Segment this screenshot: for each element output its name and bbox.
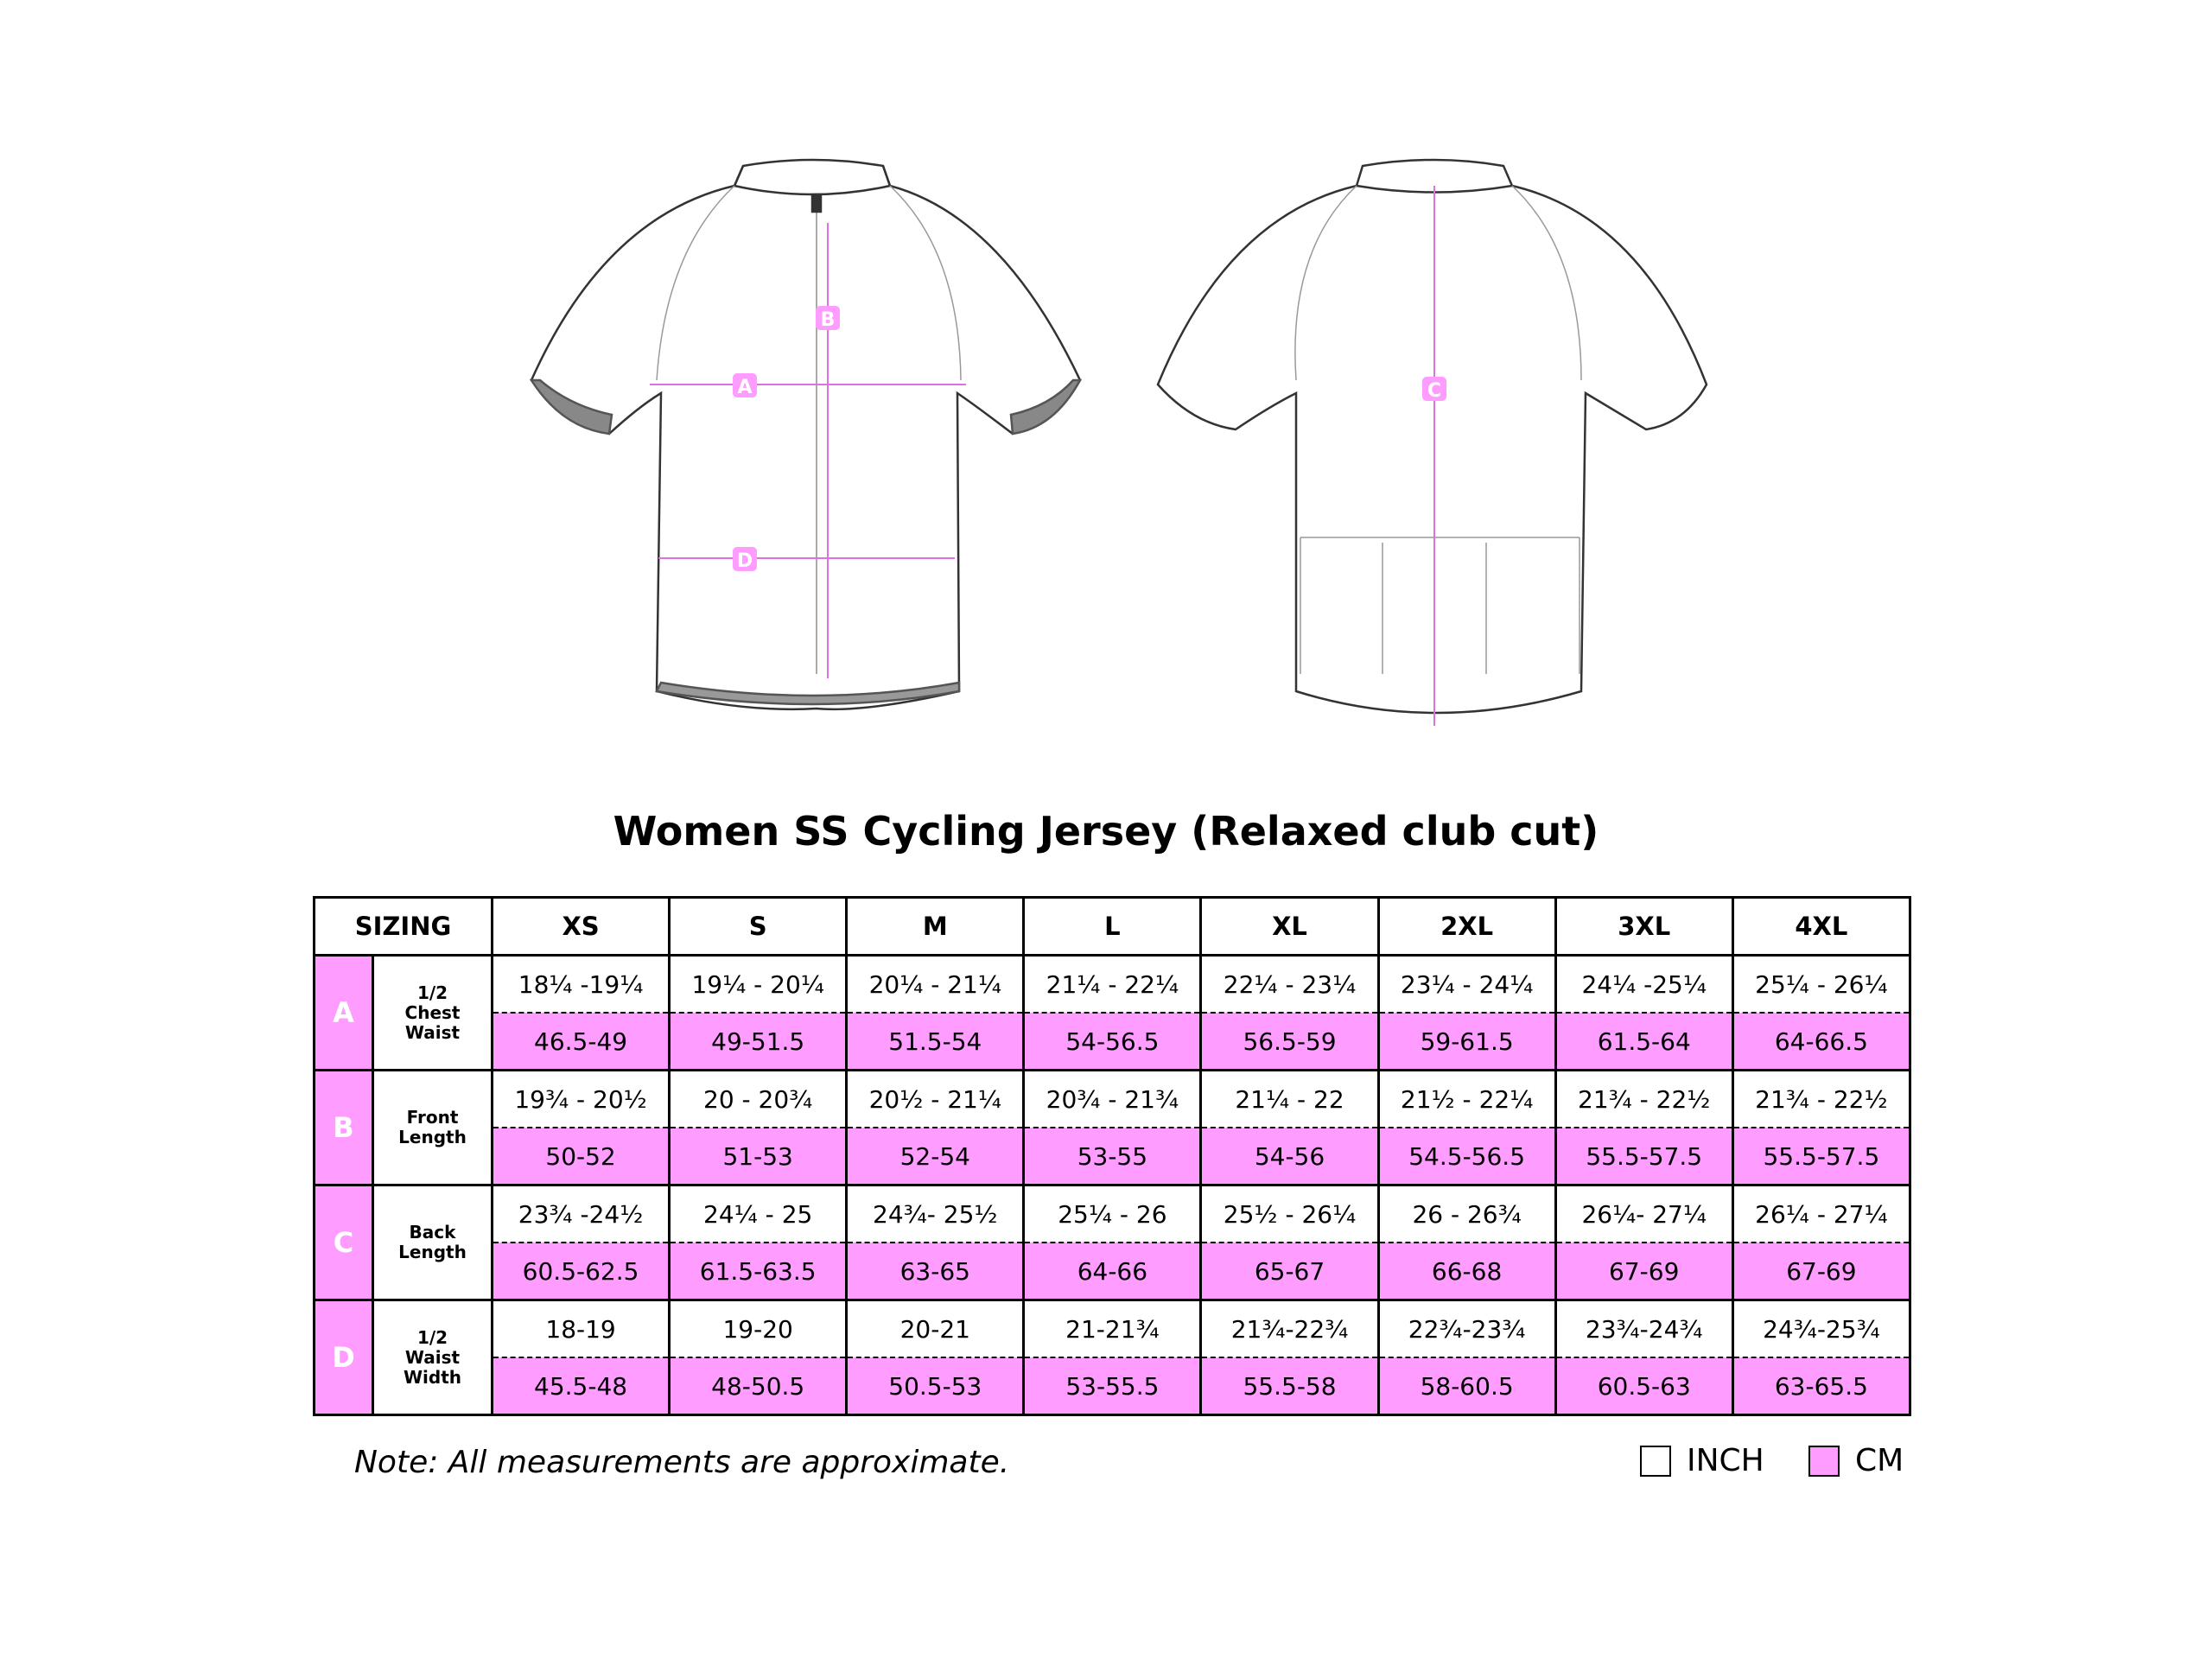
inch-cell: 19¾ - 20½ — [493, 1071, 670, 1128]
cm-cell: 48-50.5 — [670, 1357, 847, 1415]
row-label-line: Length — [398, 1127, 467, 1147]
row-label-line: Waist — [404, 1021, 461, 1043]
size-chart-table — [313, 896, 1911, 1416]
cm-cell: 53-55.5 — [1024, 1357, 1201, 1415]
size-header-m: M — [847, 898, 1024, 956]
legend-cm — [1808, 1443, 1904, 1478]
row-a-inch — [315, 956, 1910, 1014]
inch-cell: 26 - 26¾ — [1378, 1185, 1555, 1243]
chart-title: Women SS Cycling Jersey (Relaxed club cut) — [613, 808, 1599, 855]
cm-cell: 45.5-48 — [493, 1357, 670, 1415]
inch-cell: 21¼ - 22 — [1201, 1071, 1378, 1128]
row-a-cm — [315, 1013, 1910, 1071]
row-b-cm — [315, 1128, 1910, 1185]
inch-cell: 18¼ -19¼ — [493, 956, 670, 1014]
inch-cell: 23¾-24¾ — [1555, 1300, 1732, 1358]
row-label-b — [373, 1071, 493, 1185]
inch-cell: 21¼ - 22¼ — [1024, 956, 1201, 1014]
marker-b — [816, 306, 840, 331]
jersey-illustration — [0, 0, 2212, 778]
marker-c — [1422, 377, 1446, 402]
approximate-note: Note: All measurements are approximate. — [354, 1445, 1010, 1480]
marker-d-text: D — [736, 550, 753, 572]
size-header-l: L — [1024, 898, 1201, 956]
marker-d — [733, 547, 757, 572]
cm-cell: 50.5-53 — [847, 1357, 1024, 1415]
inch-cell: 18-19 — [493, 1300, 670, 1358]
cm-cell: 67-69 — [1732, 1243, 1910, 1300]
size-header-4xl: 4XL — [1732, 898, 1910, 956]
row-d-cm — [315, 1357, 1910, 1415]
marker-b-text: B — [820, 309, 836, 331]
inch-cell: 19¼ - 20¼ — [670, 956, 847, 1014]
inch-cell: 22¾-23¾ — [1378, 1300, 1555, 1358]
header-row — [315, 898, 1910, 956]
cm-cell: 55.5-57.5 — [1732, 1128, 1910, 1185]
cm-cell: 63-65 — [847, 1243, 1024, 1300]
inch-swatch — [1640, 1446, 1671, 1477]
inch-cell: 24¼ - 25 — [670, 1185, 847, 1243]
cm-swatch — [1808, 1446, 1840, 1477]
cm-cell: 67-69 — [1555, 1243, 1732, 1300]
cm-cell: 55.5-57.5 — [1555, 1128, 1732, 1185]
row-b-inch — [315, 1071, 1910, 1128]
inch-cell: 21¾ - 22½ — [1732, 1071, 1910, 1128]
inch-cell: 24¼ -25¼ — [1555, 956, 1732, 1014]
cm-cell: 59-61.5 — [1378, 1013, 1555, 1071]
inch-cell: 24¾-25¾ — [1732, 1300, 1910, 1358]
size-header-xl: XL — [1201, 898, 1378, 956]
size-header-2xl: 2XL — [1378, 898, 1555, 956]
cm-cell: 61.5-64 — [1555, 1013, 1732, 1071]
inch-cell: 19-20 — [670, 1300, 847, 1358]
inch-cell: 20¾ - 21¾ — [1024, 1071, 1201, 1128]
inch-cell: 22¼ - 23¼ — [1201, 956, 1378, 1014]
cm-cell: 52-54 — [847, 1128, 1024, 1185]
cm-cell: 58-60.5 — [1378, 1357, 1555, 1415]
row-label-a — [373, 956, 493, 1071]
row-label-line: Waist — [404, 1346, 461, 1368]
sizing-header: SIZING — [315, 898, 493, 956]
row-label-line: Width — [403, 1366, 462, 1388]
row-c-inch — [315, 1185, 1910, 1243]
inch-cell: 23¾ -24½ — [493, 1185, 670, 1243]
inch-cell: 21¾-22¾ — [1201, 1300, 1378, 1358]
legend-cm-label: CM — [1855, 1443, 1904, 1478]
inch-cell: 26¼- 27¼ — [1555, 1185, 1732, 1243]
cm-cell: 54-56.5 — [1024, 1013, 1201, 1071]
cm-cell: 53-55 — [1024, 1128, 1201, 1185]
inch-cell: 23¼ - 24¼ — [1378, 956, 1555, 1014]
row-c-cm — [315, 1243, 1910, 1300]
row-label-line: Back — [409, 1222, 456, 1243]
inch-cell: 20½ - 21¼ — [847, 1071, 1024, 1128]
cm-cell: 66-68 — [1378, 1243, 1555, 1300]
marker-a — [733, 373, 757, 398]
cm-cell: 64-66.5 — [1732, 1013, 1910, 1071]
row-d-inch — [315, 1300, 1910, 1358]
cm-cell: 65-67 — [1201, 1243, 1378, 1300]
inch-cell: 21½ - 22¼ — [1378, 1071, 1555, 1128]
row-label-line: Length — [398, 1242, 467, 1262]
marker-c-text: C — [1427, 380, 1442, 402]
cm-cell: 63-65.5 — [1732, 1357, 1910, 1415]
cm-cell: 50-52 — [493, 1128, 670, 1185]
inch-cell: 25½ - 26¼ — [1201, 1185, 1378, 1243]
cm-cell: 54.5-56.5 — [1378, 1128, 1555, 1185]
cm-cell: 64-66 — [1024, 1243, 1201, 1300]
row-label-d — [373, 1300, 493, 1415]
legend-inch-label: INCH — [1687, 1443, 1764, 1478]
jersey-front — [531, 160, 1080, 709]
row-letter-b: B — [315, 1071, 373, 1185]
jersey-back — [1158, 160, 1707, 713]
cm-cell: 54-56 — [1201, 1128, 1378, 1185]
inch-cell: 24¾- 25½ — [847, 1185, 1024, 1243]
cm-cell: 46.5-49 — [493, 1013, 670, 1071]
cm-cell: 51.5-54 — [847, 1013, 1024, 1071]
size-header-s: S — [670, 898, 847, 956]
row-label-line: Chest — [404, 1001, 461, 1023]
row-letter-d: D — [315, 1300, 373, 1415]
row-label-line: 1/2 — [416, 982, 448, 1003]
inch-cell: 25¼ - 26 — [1024, 1185, 1201, 1243]
row-letter-a: A — [315, 956, 373, 1071]
inch-cell: 20¼ - 21¼ — [847, 956, 1024, 1014]
row-letter-c: C — [315, 1185, 373, 1300]
cm-cell: 60.5-63 — [1555, 1357, 1732, 1415]
cm-cell: 49-51.5 — [670, 1013, 847, 1071]
row-label-line: 1/2 — [416, 1326, 448, 1348]
cm-cell: 60.5-62.5 — [493, 1243, 670, 1300]
row-label-line: Front — [406, 1107, 459, 1128]
cm-cell: 56.5-59 — [1201, 1013, 1378, 1071]
cm-cell: 61.5-63.5 — [670, 1243, 847, 1300]
cm-cell: 51-53 — [670, 1128, 847, 1185]
inch-cell: 21-21¾ — [1024, 1300, 1201, 1358]
inch-cell: 20 - 20¾ — [670, 1071, 847, 1128]
row-label-c — [373, 1185, 493, 1300]
marker-a-text: A — [737, 377, 753, 398]
inch-cell: 20-21 — [847, 1300, 1024, 1358]
inch-cell: 25¼ - 26¼ — [1732, 956, 1910, 1014]
cm-cell: 55.5-58 — [1201, 1357, 1378, 1415]
inch-cell: 26¼ - 27¼ — [1732, 1185, 1910, 1243]
size-header-3xl: 3XL — [1555, 898, 1732, 956]
legend-inch — [1640, 1443, 1764, 1478]
inch-cell: 21¾ - 22½ — [1555, 1071, 1732, 1128]
size-header-xs: XS — [493, 898, 670, 956]
